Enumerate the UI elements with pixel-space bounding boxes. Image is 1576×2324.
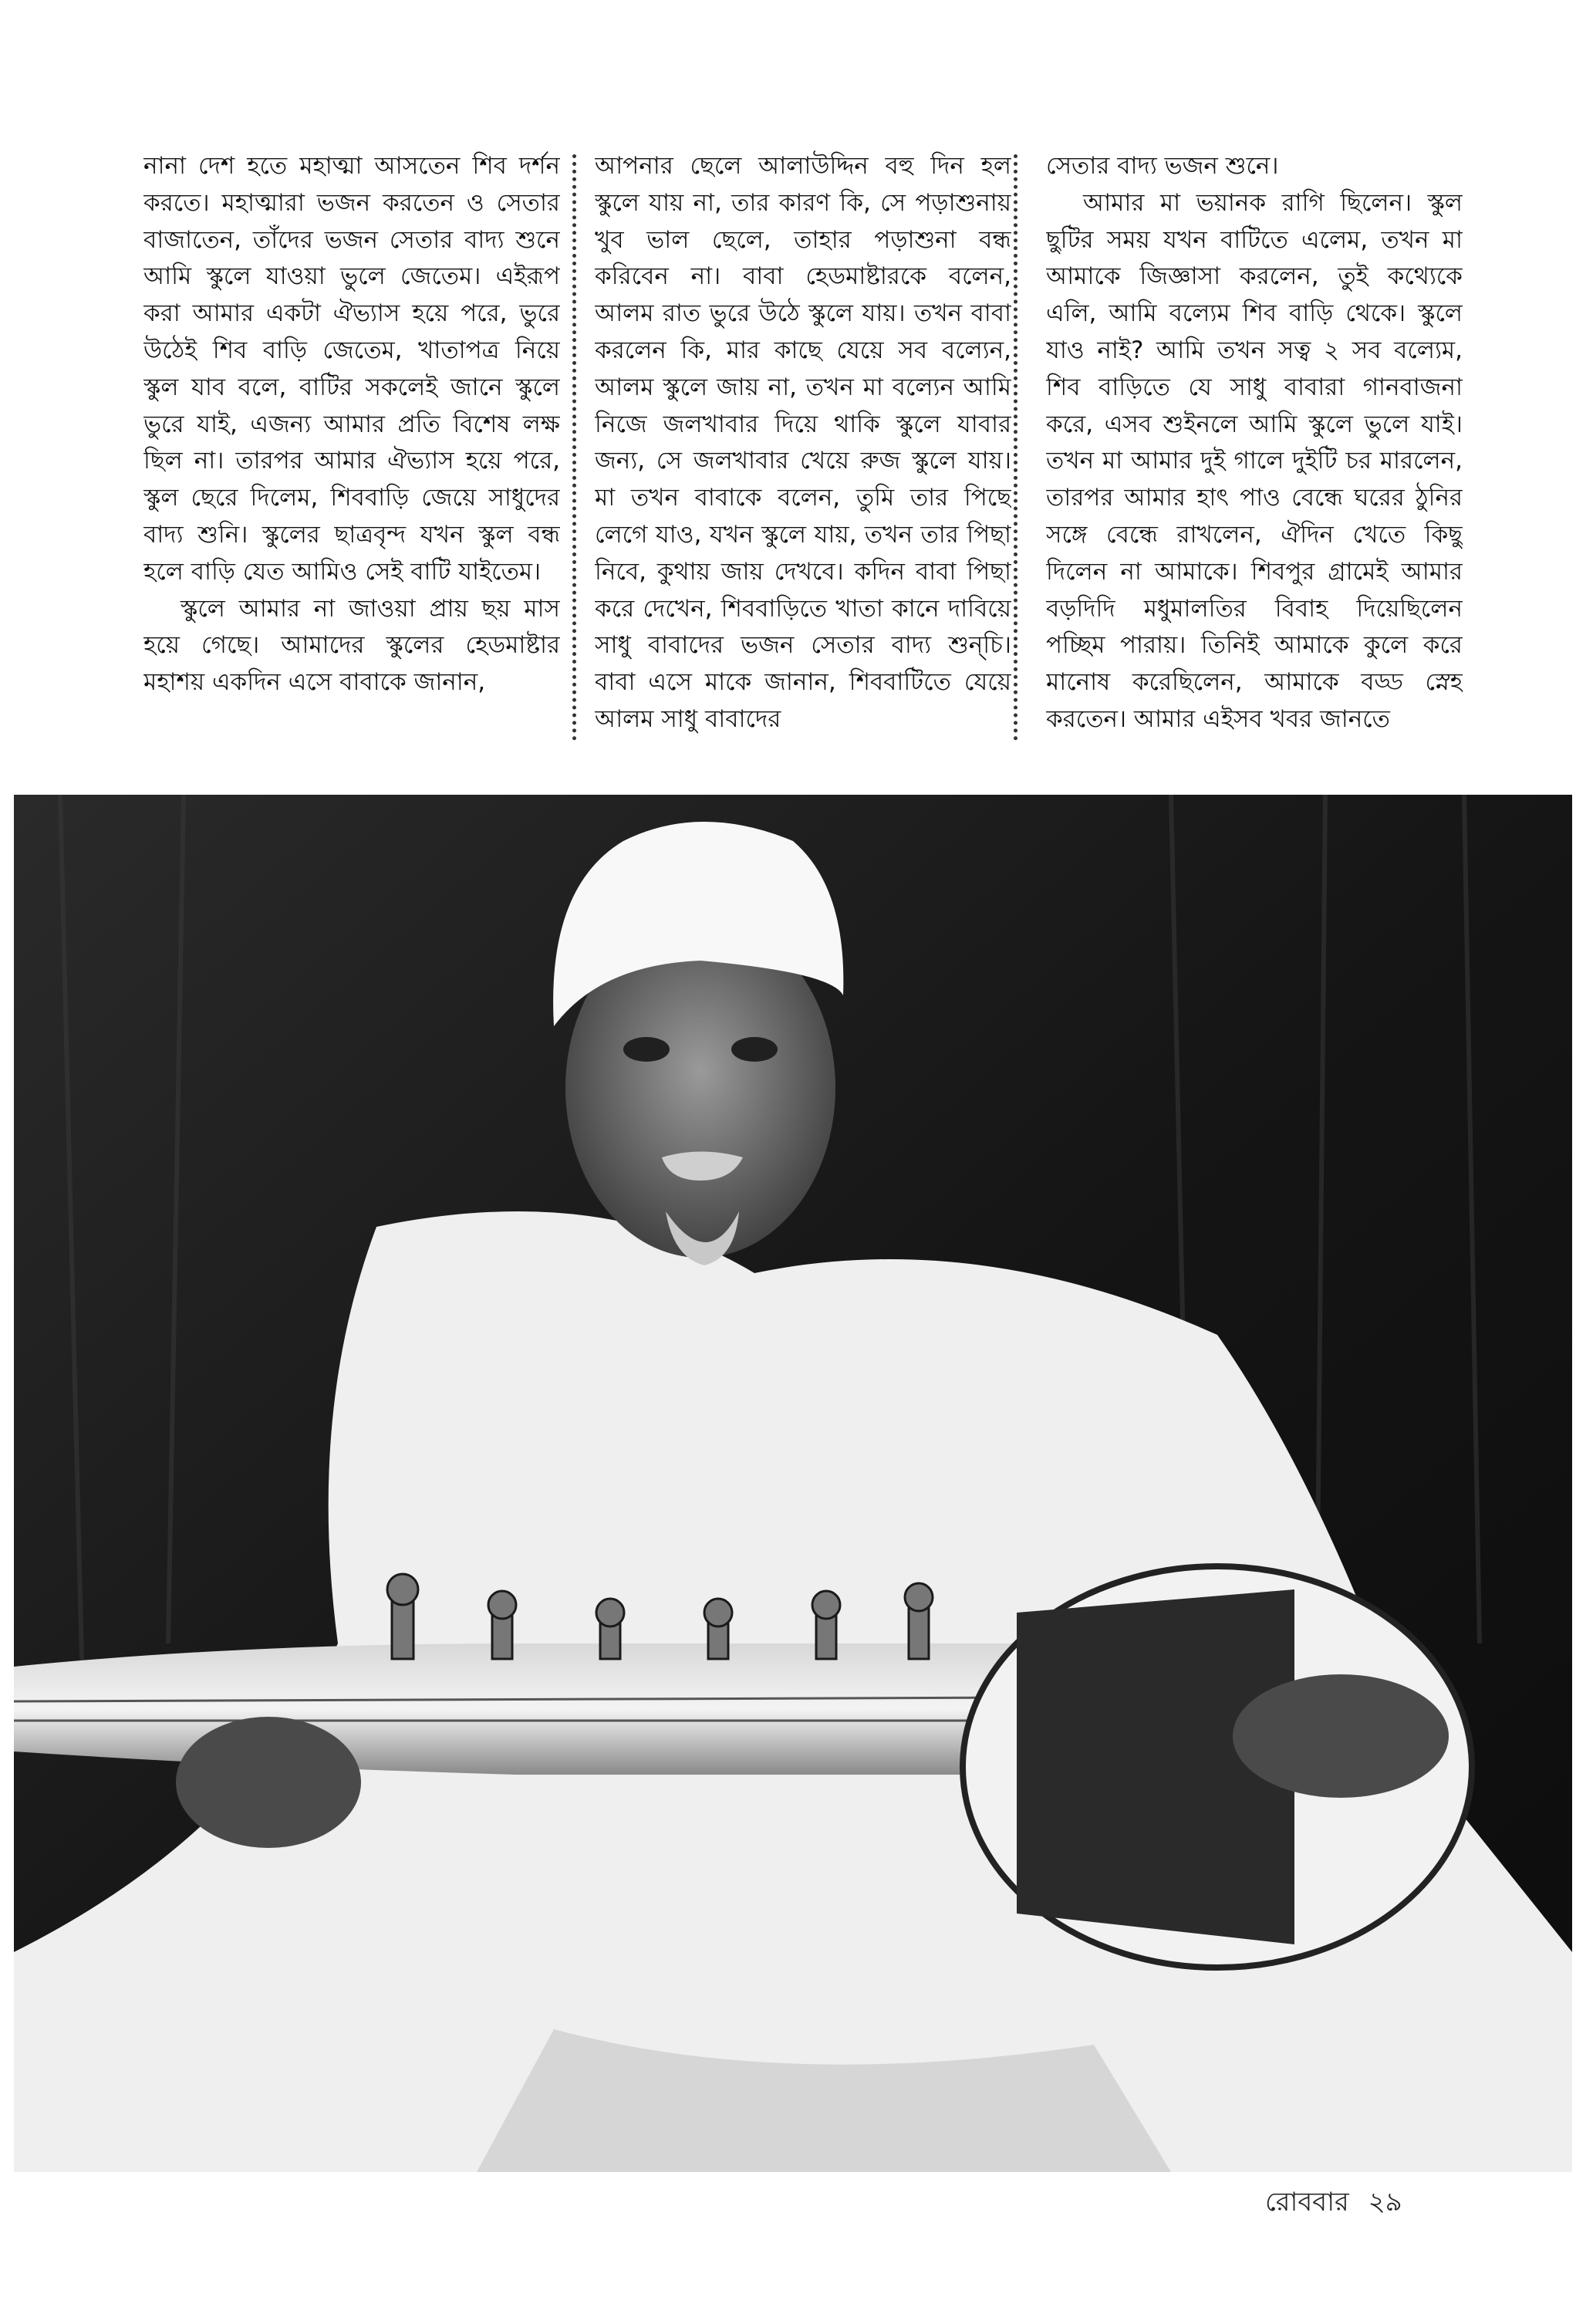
musician-photo [14, 795, 1572, 2172]
column-divider [1014, 154, 1017, 741]
article-columns [143, 148, 1486, 742]
article-column-2 [595, 148, 1011, 742]
paragraph: নানা দেশ হতে মহাত্মা আসতেন শিব দর্শন করতে। মহাত্মারা ভজন করতেন ও সেতার বাজাতেন, তাঁদের ভজন সেতার বাদ্য শুনে আমি স্কুলে যাওয়া ভুলে জেতেম। এইরূপ করা আমার একটা ঐভ্যাস হয়ে পরে, ভুরে উঠেই শিব বাড়ি জেতেম, খাতাপত্র নিয়ে স্কুল যাব বলে, বাটির সকলেই জানে স্কুলে ভুরে যাই, এজন্য আমার প্রতি বিশেষ লক্ষ ছিল না। তারপর আমার ঐভ্যাস হয়ে পরে, স্কুল ছেরে দিলেম, শিববাড়ি জেয়ে সাধুদের বাদ্য শুনি। স্কুলের ছাত্রবৃন্দ যখন স্কুল বন্ধ হলে বাড়ি যেত আমিও সেই বাটি যাইতেম। [143, 152, 560, 586]
article-column-3 [1046, 148, 1463, 742]
page-footer [1265, 2182, 1413, 2226]
article-column-1 [143, 148, 560, 742]
paragraph: আমার মা ভয়ানক রাগি ছিলেন। স্কুল ছুটির সময় যখন বাটিতে এলেম, তখন মা আমাকে জিজ্ঞাসা করলেন, তুই কথ্যেকে এলি, আমি বল্যেম শিব বাড়ি থেকে। স্কুলে যাও নাই? আমি তখন সত্ব ২ সব বল্যেম, শিব বাড়িতে যে সাধু বাবারা গানবাজনা করে, এসব শুইনলে আমি স্কুলে ভুলে যাই। তখন মা আমার দুই গালে দুইটি চর মারলেন, তারপর আমার হাৎ পাও বেন্ধে ঘরের ঠুনির সঙ্গে বেন্ধে রাখলেন, ঐদিন খেতে কিছু দিলেন না আমাকে। শিবপুর গ্রামেই আমার বড়দিদি মধুমালতির বিবাহ দিয়েছিলেন পচ্ছিম পারায়। তিনিই আমাকে কুলে করে মানোষ করেছিলেন, আমাকে বড্ড স্নেহ করতেন। আমার এইসব খবর জানতে [1046, 188, 1463, 733]
paragraph: সেতার বাদ্য ভজন শুনে। [1046, 152, 1279, 180]
column-divider [572, 154, 576, 741]
page-number: ২৯ [1368, 2187, 1402, 2218]
musician-photo-illustration [14, 795, 1572, 2172]
magazine-name: রোববার [1265, 2187, 1349, 2218]
paragraph: আপনার ছেলে আলাউদ্দিন বহু দিন হল স্কুলে যায় না, তার কারণ কি, সে পড়াশুনায় খুব ভাল ছেলে, তাহার পড়াশুনা বন্ধ করিবেন না। বাবা হেডমাষ্টারকে বলেন, আলম রাত ভুরে উঠে স্কুলে যায়। তখন বাবা করলেন কি, মার কাছে যেয়ে সব বল্যেন, আলম স্কুলে জায় না, তখন মা বল্যেন আমি নিজে জলখাবার দিয়ে থাকি স্কুলে যাবার জন্য, সে জলখাবার খেয়ে রুজ স্কুলে যায়। মা তখন বাবাকে বলেন, তুমি তার পিছে লেগে যাও, যখন স্কুলে যায়, তখন তার পিছা নিবে, কুথায় জায় দেখবে। কদিন বাবা পিছা করে দেখেন, শিববাড়িতে খাতা কানে দাবিয়ে সাধু বাবাদের ভজন সেতার বাদ্য শুন্‌চি। বাবা এসে মাকে জানান, শিববাটিতে যেয়ে আলম সাধু বাবাদের [595, 152, 1011, 733]
paragraph: স্কুলে আমার না জাওয়া প্রায় ছয় মাস হয়ে গেছে। আমাদের স্কুলের হেডমাষ্টার মহাশয় একদিন এসে বাবাকে জানান, [143, 594, 560, 697]
